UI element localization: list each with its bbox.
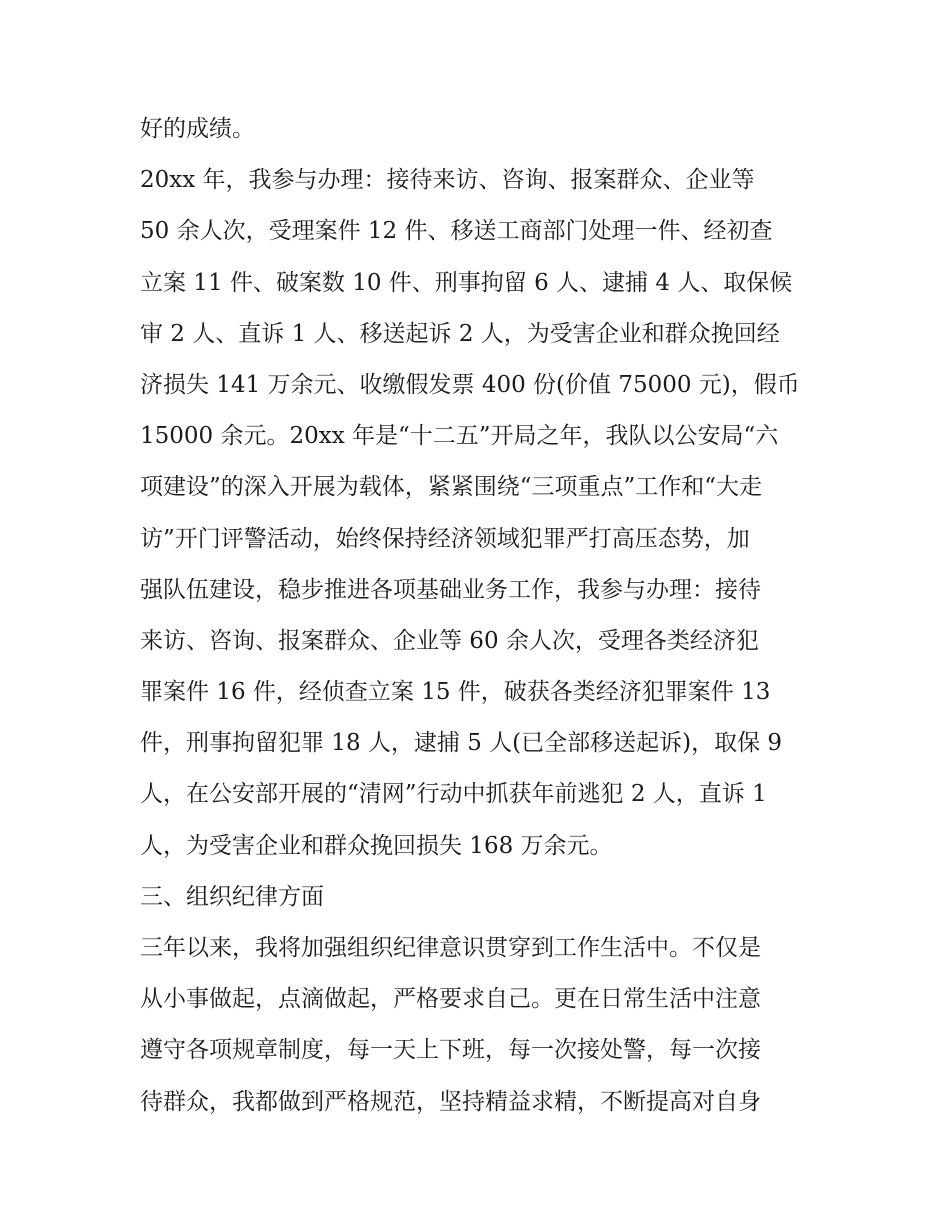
document-body [140,104,820,1128]
text-line-1: 好的成绩。 [140,116,255,142]
text-line-8: 项建设”的深入开展为载体，紧紧围绕“三项重点”工作和“大走 [140,474,763,501]
text-line-20: 待群众，我都做到严格规范，坚持精益求精，不断提高对自身 [140,1088,761,1115]
text-line-18: 从小事做起，点滴做起，严格要求自己。更在日常生活中注意 [140,986,761,1013]
text-line-14: 人，在公安部开展的“清网”行动中抓获年前逃犯 2 人，直诉 1 [140,781,767,808]
text-line-17: 三年以来，我将加强组织纪律意识贯穿到工作生活中。不仅是 [140,935,761,961]
text-line-15: 人，为受害企业和群众挽回损失 168 万余元。 [140,832,613,859]
text-line-19: 遵守各项规章制度，每一天上下班，每一次接处警，每一次接 [140,1037,761,1064]
text-line-6: 济损失 141 万余元、收缴假发票 400 份(价值 75000 元)，假币 [140,371,800,398]
text-line-13: 件，刑事拘留犯罪 18 人，逮捕 5 人(已全部移送起诉)，取保 9 [140,730,783,757]
text-line-5: 审 2 人、直诉 1 人、移送起诉 2 人，为受害企业和群众挽回经 [140,320,780,347]
text-line-3: 50 余人次，受理案件 12 件、移送工商部门处理一件、经初查 [140,218,773,245]
text-line-9: 访”开门评警活动，始终保持经济领域犯罪严打高压态势，加 [140,525,750,552]
text-line-11: 来访、咨询、报案群众、企业等 60 余人次，受理各类经济犯 [140,627,759,654]
text-line-2: 20xx 年，我参与办理：接待来访、咨询、报案群众、企业等 [140,167,755,194]
text-line-12: 罪案件 16 件，经侦查立案 15 件，破获各类经济犯罪案件 13 [140,679,771,706]
section-heading: 三、组织纪律方面 [140,883,324,910]
text-line-4: 立案 11 件、破案数 10 件、刑事拘留 6 人、逮捕 4 人、取保候 [140,269,793,296]
text-line-10: 强队伍建设，稳步推进各项基础业务工作，我参与办理：接待 [140,576,761,603]
text-line-7: 15000 余元。20xx 年是“十二五”开局之年，我队以公安局“六 [140,423,779,450]
